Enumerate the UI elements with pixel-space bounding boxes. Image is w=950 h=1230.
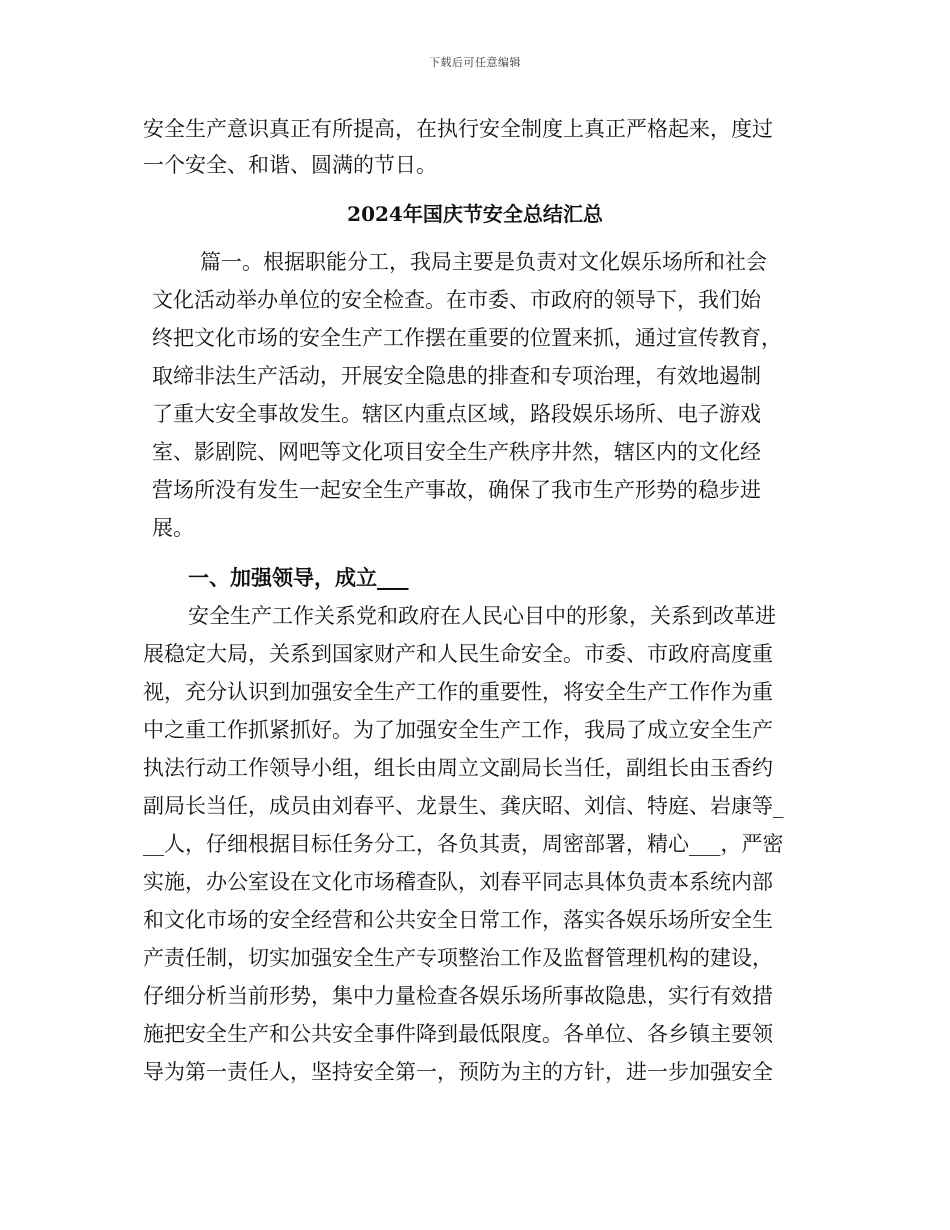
section-heading-1: 一、加强领导，成立___ [188,565,409,590]
intro-line-2: 一个安全、和谐、圆满的节日。 [143,153,437,177]
section1-line-8: 展。 [152,516,194,540]
section2-line-9: 和文化市场的安全经营和公共安全日常工作，落实各娱乐场所安全生 [143,908,773,932]
section2-line-1: 安全生产工作关系党和政府在人民心目中的形象，关系到改革进 [188,604,776,628]
section2-line-12: 施把安全生产和公共安全事件降到最低限度。各单位、各乡镇主要领 [143,1022,773,1046]
section2-line-11: 仔细分析当前形势，集中力量检查各娱乐场所事故隐患，实行有效措 [143,984,773,1008]
section2-line-4: 中之重工作抓紧抓好。为了加强安全生产工作，我局了成立安全生产 [143,718,773,742]
section1-line-6: 室、影剧院、网吧等文化项目安全生产秩序井然，辖区内的文化经 [152,440,761,464]
section2-line-6: 副局长当任，成员由刘春平、龙景生、龚庆昭、刘信、特庭、岩康等_ [143,794,784,818]
section2-line-13: 导为第一责任人，坚持安全第一，预防为主的方针，进一步加强安全 [143,1060,773,1084]
page-header: 下载后可任意编辑 [429,56,521,69]
section1-line-5: 了重大安全事故发生。辖区内重点区域，路段娱乐场所、电子游戏 [152,402,761,426]
section2-line-10: 产责任制，切实加强安全生产专项整治工作及监督管理机构的建设， [143,946,773,970]
section1-line-1: 篇一。根据职能分工，我局主要是负责对文化娱乐场所和社会 [200,250,767,274]
section2-line-8: 实施，办公室设在文化市场稽查队，刘春平同志具体负责本系统内部 [143,870,773,894]
section1-line-4: 取缔非法生产活动，开展安全隐患的排查和专项治理，有效地遏制 [152,364,761,388]
intro-line-1: 安全生产意识真正有所提高，在执行安全制度上真正严格起来，度过 [143,117,773,141]
section1-line-2: 文化活动举办单位的安全检查。在市委、市政府的领导下，我们始 [152,288,761,312]
section1-line-3: 终把文化市场的安全生产工作摆在重要的位置来抓，通过宣传教育， [152,326,782,350]
section2-line-3: 视，充分认识到加强安全生产工作的重要性，将安全生产工作作为重 [143,680,773,704]
document-title: 2024年国庆节安全总结汇总 [347,202,603,226]
section2-line-2: 展稳定大局，关系到国家财产和人民生命安全。市委、市政府高度重 [143,642,773,666]
section1-line-7: 营场所没有发生一起安全生产事故，确保了我市生产形势的稳步进 [152,478,761,502]
section2-line-7: __人，仔细根据目标任务分工，各负其责，周密部署，精心___，严密 [143,832,784,856]
section2-line-5: 执法行动工作领导小组，组长由周立文副局长当任，副组长由玉香约 [143,756,773,780]
